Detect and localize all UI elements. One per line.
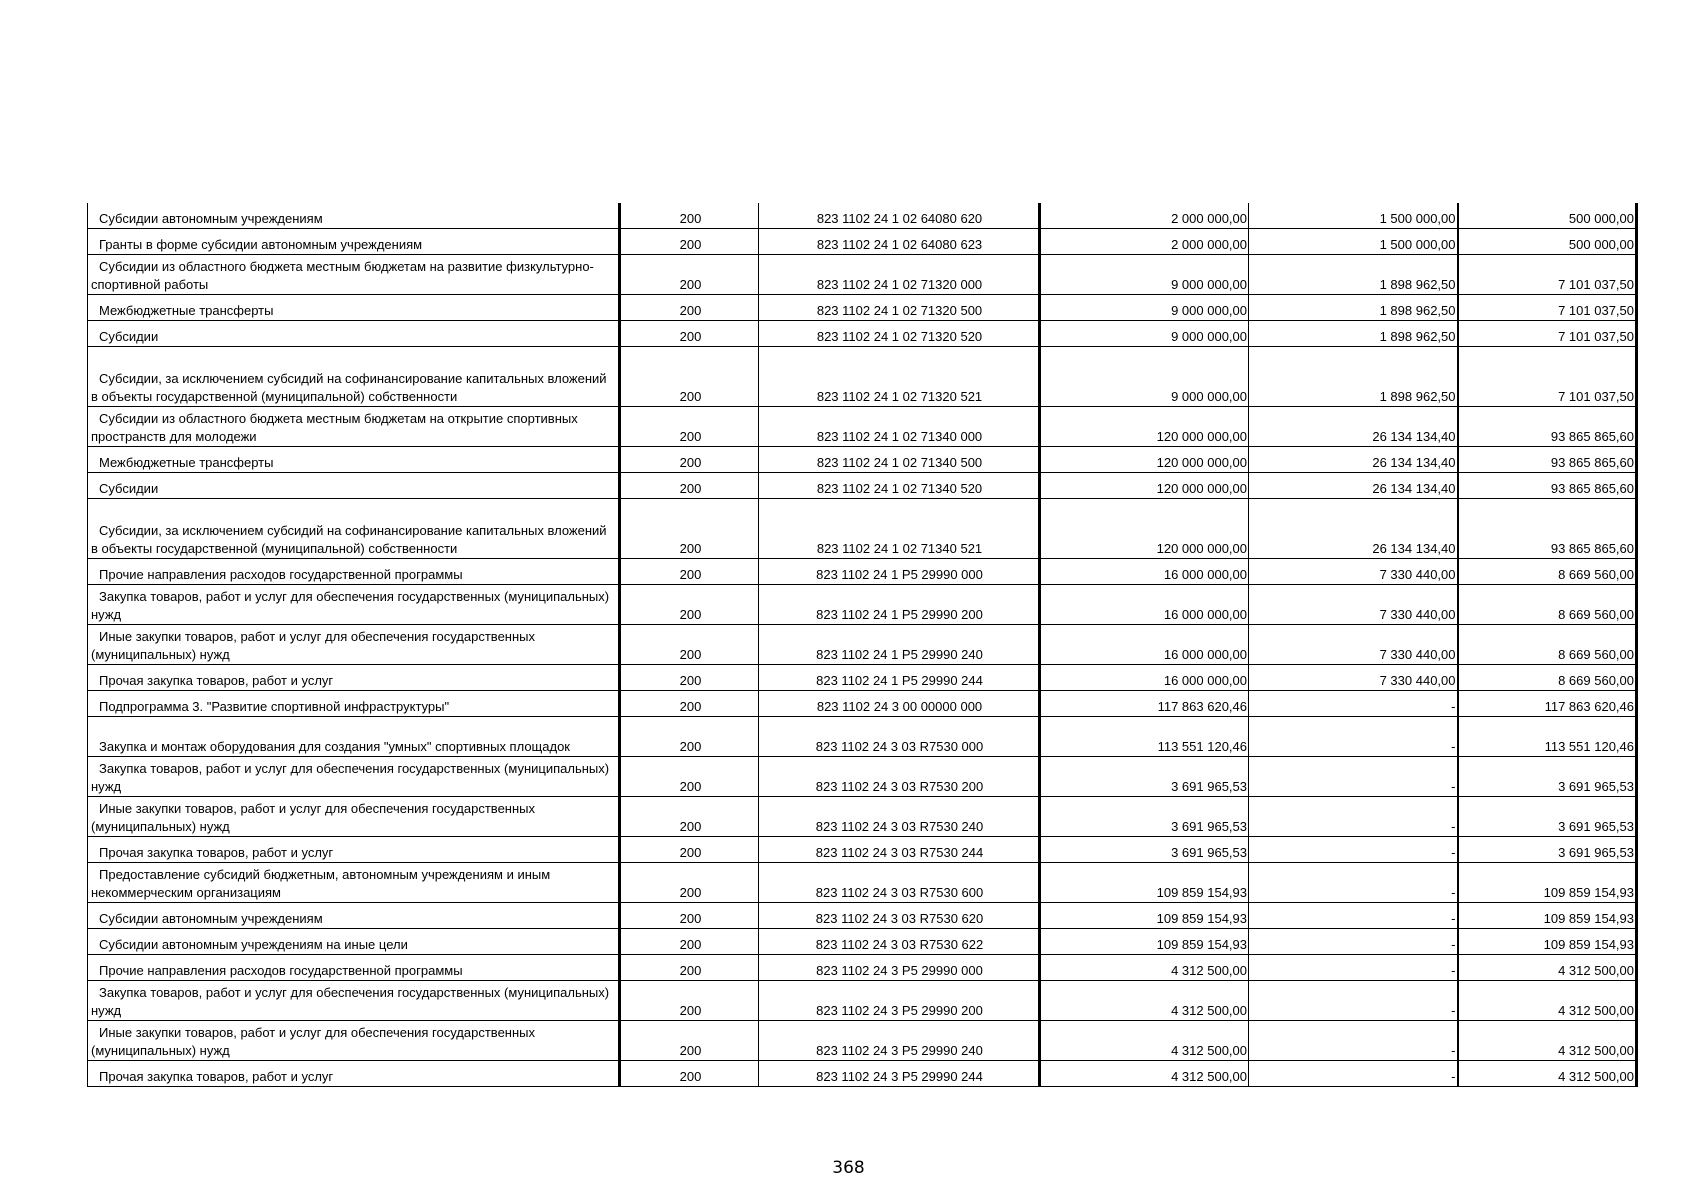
approved-amount-cell: 9 000 000,00 xyxy=(1040,295,1249,321)
table-row xyxy=(88,929,1637,955)
expense-name-cell xyxy=(88,499,620,559)
remaining-amount-cell: 3 691 965,53 xyxy=(1458,797,1637,837)
line-code-cell: 200 xyxy=(620,929,759,955)
expense-name-cell xyxy=(88,955,620,981)
expense-name-text: Закупка товаров, работ и услуг для обеспечения государственных (муниципальных) нужд xyxy=(91,589,610,622)
expense-name-text: Субсидии из областного бюджета местным бюджетам на развитие физкультурно-спортивной работы xyxy=(91,259,594,292)
approved-amount-cell: 4 312 500,00 xyxy=(1040,981,1249,1021)
executed-amount-cell: 26 134 134,40 xyxy=(1249,499,1458,559)
expense-name-text: Гранты в форме субсидии автономным учреждениям xyxy=(99,237,423,252)
expense-name-text: Субсидии автономным учреждениям на иные цели xyxy=(99,937,408,952)
expense-name-text: Субсидии, за исключением субсидий на софинансирование капитальных вложений в объекты государственной (муниципальной) собственности xyxy=(91,523,607,556)
remaining-amount-cell: 3 691 965,53 xyxy=(1458,757,1637,797)
remaining-amount-cell: 4 312 500,00 xyxy=(1458,1021,1637,1061)
expense-name-cell xyxy=(88,295,620,321)
expense-name-cell xyxy=(88,321,620,347)
approved-amount-cell: 120 000 000,00 xyxy=(1040,447,1249,473)
expense-name-text: Подпрограмма 3. "Развитие спортивной инфраструктуры" xyxy=(99,699,450,714)
table-row xyxy=(88,797,1637,837)
expense-name-cell xyxy=(88,717,620,757)
table-row xyxy=(88,473,1637,499)
expense-name-text: Закупка товаров, работ и услуг для обеспечения государственных (муниципальных) нужд xyxy=(91,985,610,1018)
budget-classification-code-cell: 823 1102 24 3 P5 29990 244 xyxy=(759,1061,1040,1087)
expense-name-cell xyxy=(88,203,620,229)
expense-name-text: Прочие направления расходов государственной программы xyxy=(99,963,463,978)
table-row xyxy=(88,903,1637,929)
executed-amount-cell: 26 134 134,40 xyxy=(1249,407,1458,447)
expense-name-cell xyxy=(88,665,620,691)
expense-name-cell xyxy=(88,929,620,955)
budget-classification-code-cell: 823 1102 24 3 03 R7530 240 xyxy=(759,797,1040,837)
line-code-cell: 200 xyxy=(620,981,759,1021)
budget-classification-code-cell: 823 1102 24 3 03 R7530 000 xyxy=(759,717,1040,757)
executed-amount-cell: 26 134 134,40 xyxy=(1249,447,1458,473)
budget-classification-code-cell: 823 1102 24 1 P5 29990 200 xyxy=(759,585,1040,625)
expense-name-text: Субсидии автономным учреждениям xyxy=(99,911,323,926)
approved-amount-cell: 4 312 500,00 xyxy=(1040,1061,1249,1087)
line-code-cell: 200 xyxy=(620,1021,759,1061)
budget-classification-code-cell: 823 1102 24 1 02 64080 623 xyxy=(759,229,1040,255)
line-code-cell: 200 xyxy=(620,903,759,929)
expense-name-cell xyxy=(88,447,620,473)
line-code-cell: 200 xyxy=(620,797,759,837)
expense-name-cell xyxy=(88,903,620,929)
table-row xyxy=(88,625,1637,665)
executed-amount-cell: - xyxy=(1249,1021,1458,1061)
executed-amount-cell: 1 500 000,00 xyxy=(1249,203,1458,229)
executed-amount-cell: 1 898 962,50 xyxy=(1249,255,1458,295)
table-row xyxy=(88,691,1637,717)
remaining-amount-cell: 93 865 865,60 xyxy=(1458,473,1637,499)
line-code-cell: 200 xyxy=(620,499,759,559)
expense-name-cell xyxy=(88,347,620,407)
approved-amount-cell: 120 000 000,00 xyxy=(1040,473,1249,499)
remaining-amount-cell: 4 312 500,00 xyxy=(1458,981,1637,1021)
executed-amount-cell: 26 134 134,40 xyxy=(1249,473,1458,499)
executed-amount-cell: 7 330 440,00 xyxy=(1249,625,1458,665)
expense-name-cell xyxy=(88,625,620,665)
executed-amount-cell: 1 500 000,00 xyxy=(1249,229,1458,255)
approved-amount-cell: 109 859 154,93 xyxy=(1040,929,1249,955)
expense-name-cell xyxy=(88,691,620,717)
line-code-cell: 200 xyxy=(620,665,759,691)
expense-name-cell xyxy=(88,1021,620,1061)
expense-name-text: Субсидии xyxy=(99,481,159,496)
table-row xyxy=(88,407,1637,447)
remaining-amount-cell: 93 865 865,60 xyxy=(1458,447,1637,473)
executed-amount-cell: - xyxy=(1249,797,1458,837)
executed-amount-cell: 1 898 962,50 xyxy=(1249,321,1458,347)
budget-classification-code-cell: 823 1102 24 3 P5 29990 200 xyxy=(759,981,1040,1021)
executed-amount-cell: - xyxy=(1249,863,1458,903)
table-row xyxy=(88,203,1637,229)
expense-name-text: Субсидии автономным учреждениям xyxy=(99,211,323,226)
expense-name-text: Иные закупки товаров, работ и услуг для обеспечения государственных (муниципальных) нужд xyxy=(91,801,535,834)
remaining-amount-cell: 109 859 154,93 xyxy=(1458,863,1637,903)
budget-classification-code-cell: 823 1102 24 1 02 64080 620 xyxy=(759,203,1040,229)
executed-amount-cell: - xyxy=(1249,955,1458,981)
line-code-cell: 200 xyxy=(620,585,759,625)
table-body xyxy=(88,203,1637,1087)
expense-name-cell xyxy=(88,837,620,863)
budget-classification-code-cell: 823 1102 24 1 02 71340 521 xyxy=(759,499,1040,559)
expense-name-text: Закупка и монтаж оборудования для создания "умных" спортивных площадок xyxy=(99,739,570,754)
approved-amount-cell: 16 000 000,00 xyxy=(1040,559,1249,585)
table-row xyxy=(88,295,1637,321)
executed-amount-cell: 7 330 440,00 xyxy=(1249,559,1458,585)
line-code-cell: 200 xyxy=(620,229,759,255)
table-row xyxy=(88,665,1637,691)
remaining-amount-cell: 500 000,00 xyxy=(1458,203,1637,229)
executed-amount-cell: 1 898 962,50 xyxy=(1249,295,1458,321)
remaining-amount-cell: 3 691 965,53 xyxy=(1458,837,1637,863)
budget-classification-code-cell: 823 1102 24 3 03 R7530 620 xyxy=(759,903,1040,929)
line-code-cell: 200 xyxy=(620,757,759,797)
approved-amount-cell: 16 000 000,00 xyxy=(1040,585,1249,625)
table-row xyxy=(88,757,1637,797)
expense-name-text: Иные закупки товаров, работ и услуг для обеспечения государственных (муниципальных) нужд xyxy=(91,629,535,662)
budget-classification-code-cell: 823 1102 24 3 03 R7530 200 xyxy=(759,757,1040,797)
budget-classification-code-cell: 823 1102 24 3 03 R7530 600 xyxy=(759,863,1040,903)
approved-amount-cell: 2 000 000,00 xyxy=(1040,229,1249,255)
expense-name-cell xyxy=(88,407,620,447)
expense-name-text: Прочая закупка товаров, работ и услуг xyxy=(99,1069,334,1084)
table-row xyxy=(88,347,1637,407)
budget-classification-code-cell: 823 1102 24 3 P5 29990 240 xyxy=(759,1021,1040,1061)
line-code-cell: 200 xyxy=(620,1061,759,1087)
remaining-amount-cell: 8 669 560,00 xyxy=(1458,585,1637,625)
expense-name-text: Межбюджетные трансферты xyxy=(99,455,274,470)
table-row xyxy=(88,321,1637,347)
table-row xyxy=(88,863,1637,903)
expense-name-text: Субсидии xyxy=(99,329,159,344)
budget-classification-code-cell: 823 1102 24 3 03 R7530 622 xyxy=(759,929,1040,955)
expense-name-cell xyxy=(88,1061,620,1087)
approved-amount-cell: 117 863 620,46 xyxy=(1040,691,1249,717)
line-code-cell: 200 xyxy=(620,717,759,757)
executed-amount-cell: - xyxy=(1249,837,1458,863)
expense-name-text: Предоставление субсидий бюджетным, автономным учреждениям и иным некоммерческим организациям xyxy=(91,867,551,900)
page-number: 368 xyxy=(832,1158,865,1178)
table-row xyxy=(88,255,1637,295)
table-row xyxy=(88,1021,1637,1061)
remaining-amount-cell: 8 669 560,00 xyxy=(1458,559,1637,585)
executed-amount-cell: - xyxy=(1249,691,1458,717)
budget-classification-code-cell: 823 1102 24 3 P5 29990 000 xyxy=(759,955,1040,981)
executed-amount-cell: 1 898 962,50 xyxy=(1249,347,1458,407)
approved-amount-cell: 16 000 000,00 xyxy=(1040,665,1249,691)
line-code-cell: 200 xyxy=(620,955,759,981)
expense-name-cell xyxy=(88,585,620,625)
budget-classification-code-cell: 823 1102 24 1 02 71320 500 xyxy=(759,295,1040,321)
expense-name-cell xyxy=(88,863,620,903)
expense-name-text: Прочая закупка товаров, работ и услуг xyxy=(99,845,334,860)
line-code-cell: 200 xyxy=(620,295,759,321)
expense-name-text: Субсидии из областного бюджета местным бюджетам на открытие спортивных пространств для молодежи xyxy=(91,411,578,444)
budget-classification-code-cell: 823 1102 24 3 03 R7530 244 xyxy=(759,837,1040,863)
table-row xyxy=(88,717,1637,757)
remaining-amount-cell: 113 551 120,46 xyxy=(1458,717,1637,757)
remaining-amount-cell: 7 101 037,50 xyxy=(1458,321,1637,347)
budget-classification-code-cell: 823 1102 24 1 P5 29990 000 xyxy=(759,559,1040,585)
expense-name-text: Закупка товаров, работ и услуг для обеспечения государственных (муниципальных) нужд xyxy=(91,761,610,794)
budget-table-container xyxy=(87,203,1636,1087)
expense-name-cell xyxy=(88,559,620,585)
approved-amount-cell: 3 691 965,53 xyxy=(1040,797,1249,837)
approved-amount-cell: 120 000 000,00 xyxy=(1040,499,1249,559)
remaining-amount-cell: 109 859 154,93 xyxy=(1458,929,1637,955)
table-row xyxy=(88,585,1637,625)
line-code-cell: 200 xyxy=(620,625,759,665)
line-code-cell: 200 xyxy=(620,473,759,499)
budget-classification-code-cell: 823 1102 24 1 02 71320 000 xyxy=(759,255,1040,295)
expense-name-cell xyxy=(88,473,620,499)
remaining-amount-cell: 7 101 037,50 xyxy=(1458,295,1637,321)
table-row xyxy=(88,955,1637,981)
budget-classification-code-cell: 823 1102 24 1 P5 29990 240 xyxy=(759,625,1040,665)
remaining-amount-cell: 8 669 560,00 xyxy=(1458,625,1637,665)
approved-amount-cell: 4 312 500,00 xyxy=(1040,1021,1249,1061)
expense-name-cell xyxy=(88,981,620,1021)
expense-name-cell xyxy=(88,797,620,837)
line-code-cell: 200 xyxy=(620,347,759,407)
remaining-amount-cell: 7 101 037,50 xyxy=(1458,255,1637,295)
executed-amount-cell: - xyxy=(1249,903,1458,929)
approved-amount-cell: 3 691 965,53 xyxy=(1040,837,1249,863)
approved-amount-cell: 4 312 500,00 xyxy=(1040,955,1249,981)
remaining-amount-cell: 117 863 620,46 xyxy=(1458,691,1637,717)
remaining-amount-cell: 109 859 154,93 xyxy=(1458,903,1637,929)
line-code-cell: 200 xyxy=(620,559,759,585)
approved-amount-cell: 2 000 000,00 xyxy=(1040,203,1249,229)
expense-name-text: Межбюджетные трансферты xyxy=(99,303,274,318)
budget-classification-code-cell: 823 1102 24 1 02 71340 500 xyxy=(759,447,1040,473)
remaining-amount-cell: 4 312 500,00 xyxy=(1458,955,1637,981)
budget-classification-code-cell: 823 1102 24 1 02 71320 520 xyxy=(759,321,1040,347)
budget-execution-table xyxy=(87,203,1638,1087)
approved-amount-cell: 16 000 000,00 xyxy=(1040,625,1249,665)
expense-name-text: Субсидии, за исключением субсидий на софинансирование капитальных вложений в объекты государственной (муниципальной) собственности xyxy=(91,371,607,404)
line-code-cell: 200 xyxy=(620,837,759,863)
expense-name-cell xyxy=(88,757,620,797)
budget-classification-code-cell: 823 1102 24 1 P5 29990 244 xyxy=(759,665,1040,691)
table-row xyxy=(88,447,1637,473)
expense-name-text: Прочая закупка товаров, работ и услуг xyxy=(99,673,334,688)
budget-classification-code-cell: 823 1102 24 1 02 71320 521 xyxy=(759,347,1040,407)
approved-amount-cell: 109 859 154,93 xyxy=(1040,863,1249,903)
expense-name-cell xyxy=(88,255,620,295)
expense-name-text: Прочие направления расходов государственной программы xyxy=(99,567,463,582)
table-row xyxy=(88,229,1637,255)
executed-amount-cell: - xyxy=(1249,757,1458,797)
table-row xyxy=(88,1061,1637,1087)
remaining-amount-cell: 500 000,00 xyxy=(1458,229,1637,255)
approved-amount-cell: 9 000 000,00 xyxy=(1040,321,1249,347)
approved-amount-cell: 109 859 154,93 xyxy=(1040,903,1249,929)
budget-classification-code-cell: 823 1102 24 1 02 71340 000 xyxy=(759,407,1040,447)
line-code-cell: 200 xyxy=(620,447,759,473)
executed-amount-cell: 7 330 440,00 xyxy=(1249,585,1458,625)
budget-classification-code-cell: 823 1102 24 3 00 00000 000 xyxy=(759,691,1040,717)
expense-name-cell xyxy=(88,229,620,255)
remaining-amount-cell: 8 669 560,00 xyxy=(1458,665,1637,691)
executed-amount-cell: - xyxy=(1249,981,1458,1021)
remaining-amount-cell: 93 865 865,60 xyxy=(1458,499,1637,559)
line-code-cell: 200 xyxy=(620,203,759,229)
remaining-amount-cell: 4 312 500,00 xyxy=(1458,1061,1637,1087)
table-row xyxy=(88,499,1637,559)
line-code-cell: 200 xyxy=(620,255,759,295)
approved-amount-cell: 113 551 120,46 xyxy=(1040,717,1249,757)
line-code-cell: 200 xyxy=(620,863,759,903)
remaining-amount-cell: 7 101 037,50 xyxy=(1458,347,1637,407)
table-row xyxy=(88,981,1637,1021)
budget-classification-code-cell: 823 1102 24 1 02 71340 520 xyxy=(759,473,1040,499)
approved-amount-cell: 9 000 000,00 xyxy=(1040,255,1249,295)
executed-amount-cell: - xyxy=(1249,717,1458,757)
approved-amount-cell: 120 000 000,00 xyxy=(1040,407,1249,447)
line-code-cell: 200 xyxy=(620,691,759,717)
executed-amount-cell: 7 330 440,00 xyxy=(1249,665,1458,691)
expense-name-text: Иные закупки товаров, работ и услуг для обеспечения государственных (муниципальных) нужд xyxy=(91,1025,535,1058)
executed-amount-cell: - xyxy=(1249,1061,1458,1087)
approved-amount-cell: 3 691 965,53 xyxy=(1040,757,1249,797)
executed-amount-cell: - xyxy=(1249,929,1458,955)
table-row xyxy=(88,837,1637,863)
line-code-cell: 200 xyxy=(620,321,759,347)
table-row xyxy=(88,559,1637,585)
approved-amount-cell: 9 000 000,00 xyxy=(1040,347,1249,407)
line-code-cell: 200 xyxy=(620,407,759,447)
remaining-amount-cell: 93 865 865,60 xyxy=(1458,407,1637,447)
